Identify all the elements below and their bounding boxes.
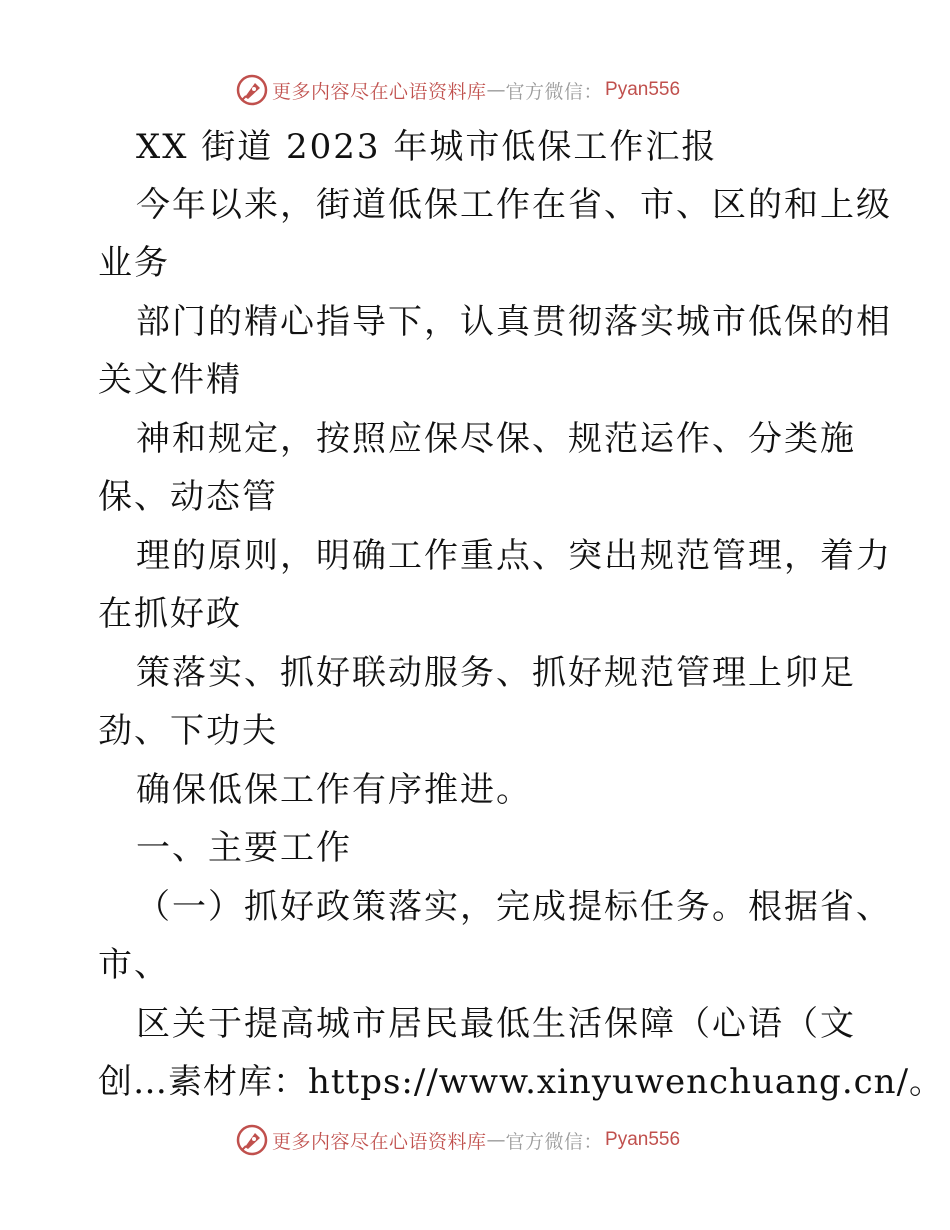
watermark-account-id: Pyan556 (605, 79, 681, 100)
section-heading: 一、主要工作 (136, 828, 352, 868)
watermark-account-id: Pyan556 (605, 1129, 681, 1150)
paragraph-line: 创…素材库：https://www.xinyuwenchuang.cn/。 (98, 1062, 945, 1102)
subsection-heading-line: （一）抓好政策落实，完成提标任务。根据省、 (136, 887, 892, 927)
paragraph-line: 关文件精 (98, 360, 242, 400)
pen-nib-logo-icon (236, 1124, 268, 1156)
paragraph-line: 部门的精心指导下，认真贯彻落实城市低保的相 (136, 302, 892, 342)
watermark-text: 更多内容尽在心语资料库 (272, 80, 487, 103)
pen-nib-logo-icon (236, 74, 268, 106)
paragraph-line: 策落实、抓好联动服务、抓好规范管理上卯足 (136, 653, 856, 693)
paragraph-line: 劲、下功夫 (98, 711, 278, 751)
paragraph-line: 业务 (98, 243, 170, 283)
paragraph-line: 确保低保工作有序推进。 (136, 770, 532, 810)
paragraph-line: 神和规定，按照应保尽保、规范运作、分类施 (136, 419, 856, 459)
paragraph-line: 保、动态管 (98, 477, 278, 517)
watermark-dash: — (486, 79, 506, 101)
paragraph-line: 在抓好政 (98, 594, 242, 634)
footer-watermark (236, 1123, 680, 1157)
paragraph-line: 区关于提高城市居民最低生活保障（心语（文 (136, 1004, 856, 1044)
paragraph-line: 理的原则，明确工作重点、突出规范管理，着力 (136, 536, 892, 576)
paragraph-line: 市、 (98, 945, 170, 985)
paragraph-line: 今年以来，街道低保工作在省、市、区的和上级 (136, 185, 892, 225)
header-watermark (236, 73, 680, 107)
watermark-account-label: 官方微信： (505, 80, 604, 103)
watermark-text: 更多内容尽在心语资料库 (272, 1130, 487, 1153)
watermark-dash: — (486, 1129, 506, 1151)
document-title: XX 街道 2023 年城市低保工作汇报 (136, 127, 718, 167)
watermark-account-label: 官方微信： (505, 1130, 604, 1153)
